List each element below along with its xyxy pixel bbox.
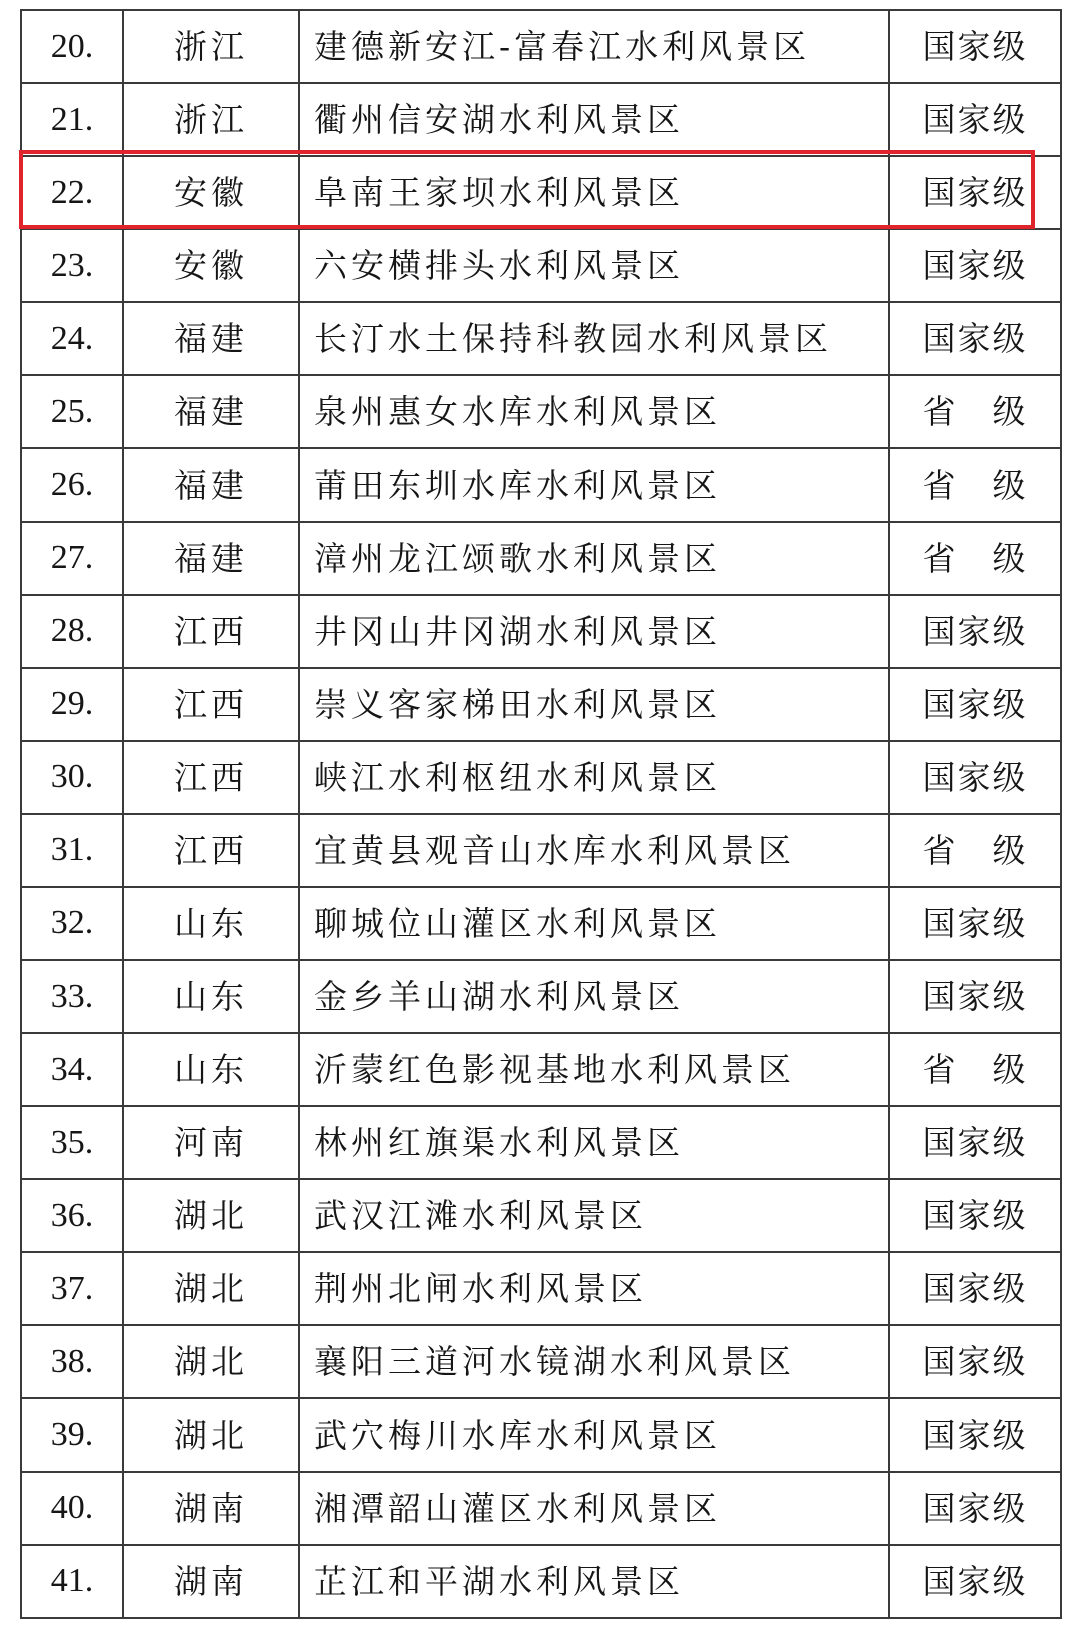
- scenic-area-name-cell: 武汉江滩水利风景区: [299, 1179, 889, 1252]
- province-cell: 江西: [123, 668, 299, 741]
- table-row: [21, 960, 1061, 1033]
- row-number: 33.: [21, 960, 123, 1033]
- province-cell: 安徽: [123, 229, 299, 302]
- row-number: 24.: [21, 302, 123, 375]
- table-row: [21, 887, 1061, 960]
- province-cell: 浙江: [123, 10, 299, 83]
- table-row: [21, 1545, 1061, 1618]
- level-cell: 国家级: [889, 1545, 1061, 1618]
- scenic-area-name-cell: 阜南王家坝水利风景区: [299, 156, 889, 229]
- level-cell: 国家级: [889, 10, 1061, 83]
- province-cell: 福建: [123, 375, 299, 448]
- row-number: 37.: [21, 1252, 123, 1325]
- level-cell: 国家级: [889, 83, 1061, 156]
- level-cell: 国家级: [889, 887, 1061, 960]
- province-cell: 湖北: [123, 1398, 299, 1471]
- level-cell: 省 级: [889, 1033, 1061, 1106]
- province-cell: 福建: [123, 302, 299, 375]
- table-row: [21, 1398, 1061, 1471]
- scenic-area-name-cell: 林州红旗渠水利风景区: [299, 1106, 889, 1179]
- table-row: [21, 448, 1061, 521]
- table-body: [21, 10, 1061, 1618]
- row-number: 27.: [21, 522, 123, 595]
- level-cell: 省 级: [889, 375, 1061, 448]
- scenic-area-name-cell: 长汀水土保持科教园水利风景区: [299, 302, 889, 375]
- scenic-area-name-cell: 荆州北闸水利风景区: [299, 1252, 889, 1325]
- scenic-area-name-cell: 金乡羊山湖水利风景区: [299, 960, 889, 1033]
- table-row: [21, 156, 1061, 229]
- table-row: [21, 814, 1061, 887]
- level-cell: 国家级: [889, 960, 1061, 1033]
- row-number: 26.: [21, 448, 123, 521]
- province-cell: 福建: [123, 522, 299, 595]
- row-number: 38.: [21, 1325, 123, 1398]
- scenic-area-name-cell: 漳州龙江颂歌水利风景区: [299, 522, 889, 595]
- level-cell: 国家级: [889, 302, 1061, 375]
- scenic-area-name-cell: 衢州信安湖水利风景区: [299, 83, 889, 156]
- table-row: [21, 595, 1061, 668]
- row-number: 28.: [21, 595, 123, 668]
- table-row: [21, 1106, 1061, 1179]
- scenic-area-name-cell: 襄阳三道河水镜湖水利风景区: [299, 1325, 889, 1398]
- row-number: 20.: [21, 10, 123, 83]
- table-row: [21, 375, 1061, 448]
- scenic-area-table: [20, 9, 1062, 1619]
- province-cell: 山东: [123, 960, 299, 1033]
- province-cell: 浙江: [123, 83, 299, 156]
- row-number: 32.: [21, 887, 123, 960]
- province-cell: 湖南: [123, 1472, 299, 1545]
- row-number: 35.: [21, 1106, 123, 1179]
- province-cell: 湖南: [123, 1545, 299, 1618]
- level-cell: 国家级: [889, 1106, 1061, 1179]
- province-cell: 山东: [123, 1033, 299, 1106]
- level-cell: 国家级: [889, 668, 1061, 741]
- row-number: 41.: [21, 1545, 123, 1618]
- scenic-area-name-cell: 泉州惠女水库水利风景区: [299, 375, 889, 448]
- scenic-area-name-cell: 井冈山井冈湖水利风景区: [299, 595, 889, 668]
- table-row: [21, 229, 1061, 302]
- province-cell: 江西: [123, 814, 299, 887]
- level-cell: 省 级: [889, 522, 1061, 595]
- table-row: [21, 668, 1061, 741]
- level-cell: 省 级: [889, 448, 1061, 521]
- table-row: [21, 522, 1061, 595]
- row-number: 31.: [21, 814, 123, 887]
- row-number: 21.: [21, 83, 123, 156]
- level-cell: 国家级: [889, 156, 1061, 229]
- province-cell: 湖北: [123, 1179, 299, 1252]
- level-cell: 国家级: [889, 1252, 1061, 1325]
- scenic-area-name-cell: 峡江水利枢纽水利风景区: [299, 741, 889, 814]
- scenic-area-name-cell: 沂蒙红色影视基地水利风景区: [299, 1033, 889, 1106]
- scenic-area-name-cell: 崇义客家梯田水利风景区: [299, 668, 889, 741]
- province-cell: 江西: [123, 595, 299, 668]
- scenic-area-name-cell: 建德新安江-富春江水利风景区: [299, 10, 889, 83]
- row-number: 25.: [21, 375, 123, 448]
- province-cell: 河南: [123, 1106, 299, 1179]
- level-cell: 国家级: [889, 229, 1061, 302]
- province-cell: 江西: [123, 741, 299, 814]
- row-number: 40.: [21, 1472, 123, 1545]
- level-cell: 国家级: [889, 1472, 1061, 1545]
- level-cell: 国家级: [889, 1179, 1061, 1252]
- row-number: 23.: [21, 229, 123, 302]
- scenic-area-name-cell: 宜黄县观音山水库水利风景区: [299, 814, 889, 887]
- level-cell: 国家级: [889, 595, 1061, 668]
- scenic-area-name-cell: 六安横排头水利风景区: [299, 229, 889, 302]
- level-cell: 国家级: [889, 741, 1061, 814]
- table-row: [21, 1179, 1061, 1252]
- scenic-area-name-cell: 聊城位山灌区水利风景区: [299, 887, 889, 960]
- table-row: [21, 1325, 1061, 1398]
- row-number: 36.: [21, 1179, 123, 1252]
- table-row: [21, 302, 1061, 375]
- scenic-area-name-cell: 芷江和平湖水利风景区: [299, 1545, 889, 1618]
- province-cell: 安徽: [123, 156, 299, 229]
- row-number: 29.: [21, 668, 123, 741]
- table-row: [21, 10, 1061, 83]
- scenic-area-name-cell: 湘潭韶山灌区水利风景区: [299, 1472, 889, 1545]
- level-cell: 国家级: [889, 1325, 1061, 1398]
- row-number: 30.: [21, 741, 123, 814]
- scenic-area-name-cell: 莆田东圳水库水利风景区: [299, 448, 889, 521]
- level-cell: 省 级: [889, 814, 1061, 887]
- province-cell: 湖北: [123, 1252, 299, 1325]
- row-number: 39.: [21, 1398, 123, 1471]
- table-row: [21, 83, 1061, 156]
- level-cell: 国家级: [889, 1398, 1061, 1471]
- province-cell: 山东: [123, 887, 299, 960]
- table-row: [21, 1252, 1061, 1325]
- province-cell: 福建: [123, 448, 299, 521]
- table-row: [21, 1033, 1061, 1106]
- province-cell: 湖北: [123, 1325, 299, 1398]
- table-row: [21, 1472, 1061, 1545]
- table-row: [21, 741, 1061, 814]
- row-number: 34.: [21, 1033, 123, 1106]
- row-number: 22.: [21, 156, 123, 229]
- scenic-area-name-cell: 武穴梅川水库水利风景区: [299, 1398, 889, 1471]
